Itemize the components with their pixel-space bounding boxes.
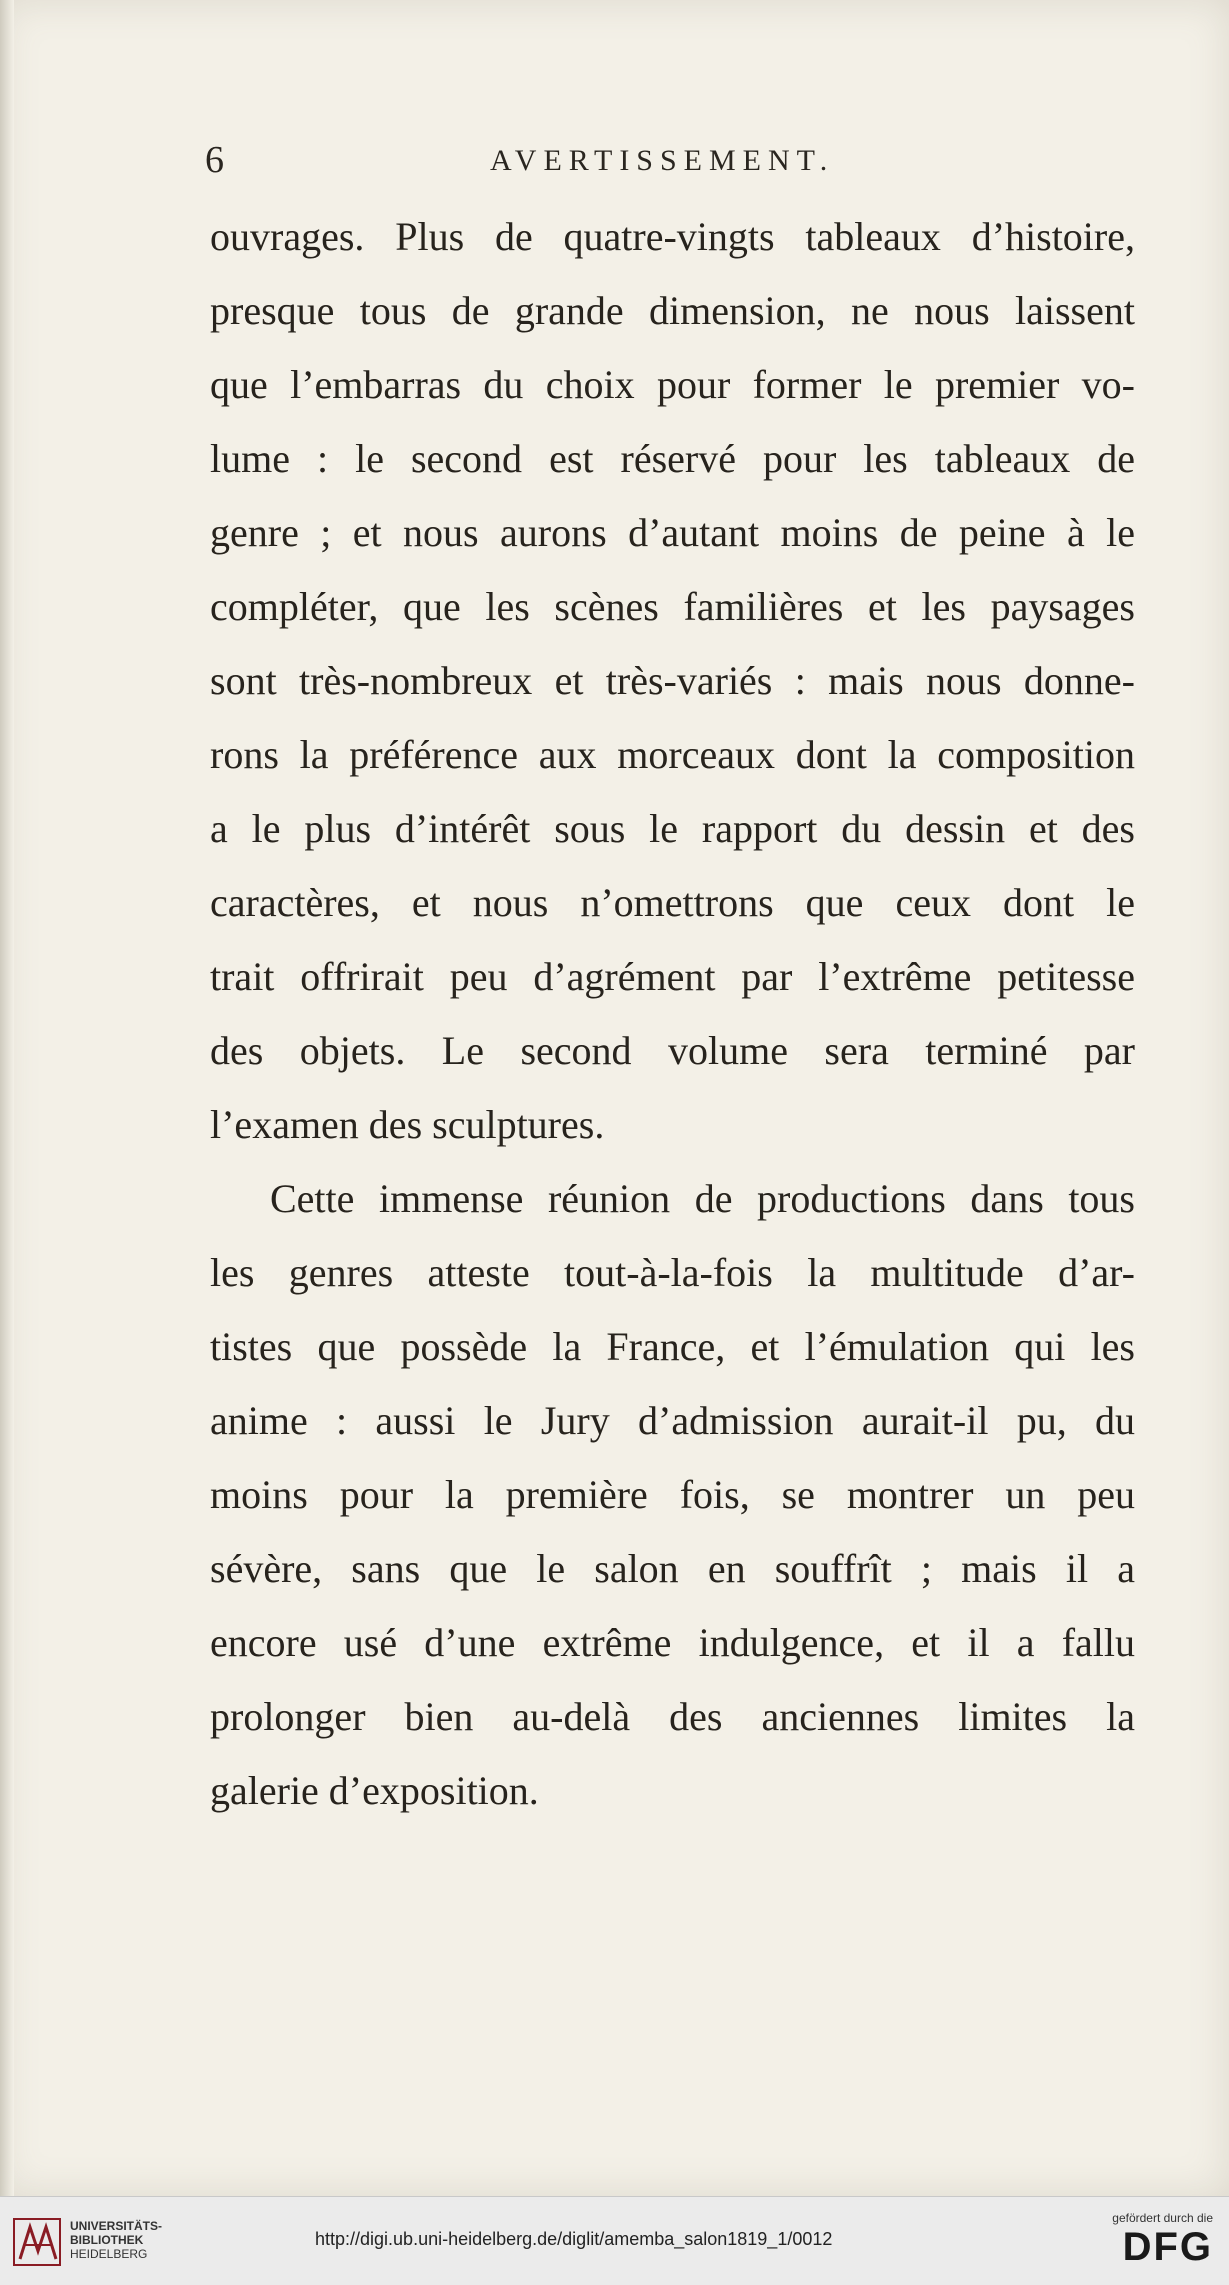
text-line: compléter, que les scènes familières et les paysages [210, 584, 1135, 629]
university-logo-icon [12, 2215, 64, 2269]
text-line: caractères, et nous n’omettrons que ceux dont le [210, 880, 1135, 925]
body-text [210, 200, 1135, 1828]
institution-line: BIBLIOTHEK [70, 2233, 144, 2247]
page-number: 6 [205, 139, 224, 181]
text-line: Cette immense réunion de productions dans tous [270, 1176, 1135, 1221]
text-line: presque tous de grande dimension, ne nous laissent [210, 288, 1135, 333]
text-line: anime : aussi le Jury d’admission aurait-il pu, du [210, 1398, 1135, 1443]
text-line: sont très-nombreux et très-variés : mais nous donne- [210, 658, 1135, 703]
institution-name [70, 2219, 162, 2261]
text-line: l’examen des sculptures. [210, 1102, 605, 1147]
sponsor-label: gefördert durch die [1112, 2211, 1213, 2225]
permalink-url[interactable]: http://digi.ub.uni-heidelberg.de/diglit/amemba_salon1819_1/0012 [315, 2229, 833, 2249]
viewer-footer [0, 2196, 1229, 2285]
text-line: que l’embarras du choix pour former le premier vo- [210, 362, 1135, 407]
text-line: galerie d’exposition. [210, 1768, 539, 1813]
text-line: moins pour la première fois, se montrer un peu [210, 1472, 1135, 1517]
institution-line: UNIVERSITÄTS- [70, 2219, 163, 2233]
text-line: ouvrages. Plus de quatre-vingts tableaux d’histoire, [210, 214, 1135, 259]
text-line: lume : le second est réservé pour les tableaux de [210, 436, 1135, 481]
sponsor-block [1112, 2211, 1213, 2269]
dfg-logo: DFG [1122, 2225, 1213, 2269]
text-line: tistes que possède la France, et l’émulation qui les [210, 1324, 1135, 1369]
institution-line: HEIDELBERG [70, 2247, 148, 2261]
text-line: trait offrirait peu d’agrément par l’extrême petitesse [210, 954, 1135, 999]
running-head: AVERTISSEMENT. [490, 144, 835, 177]
text-line: encore usé d’une extrême indulgence, et il a fallu [210, 1620, 1135, 1665]
text-line: prolonger bien au-delà des anciennes limites la [210, 1694, 1135, 1739]
text-line: sévère, sans que le salon en souffrît ; mais il a [210, 1546, 1135, 1591]
text-line: les genres atteste tout-à-la-fois la multitude d’ar- [210, 1250, 1135, 1295]
text-line: genre ; et nous aurons d’autant moins de peine à le [210, 510, 1135, 555]
text-line: des objets. Le second volume sera terminé par [210, 1028, 1135, 1073]
text-line: rons la préférence aux morceaux dont la composition [210, 732, 1135, 777]
text-line: a le plus d’intérêt sous le rapport du dessin et des [210, 806, 1135, 851]
